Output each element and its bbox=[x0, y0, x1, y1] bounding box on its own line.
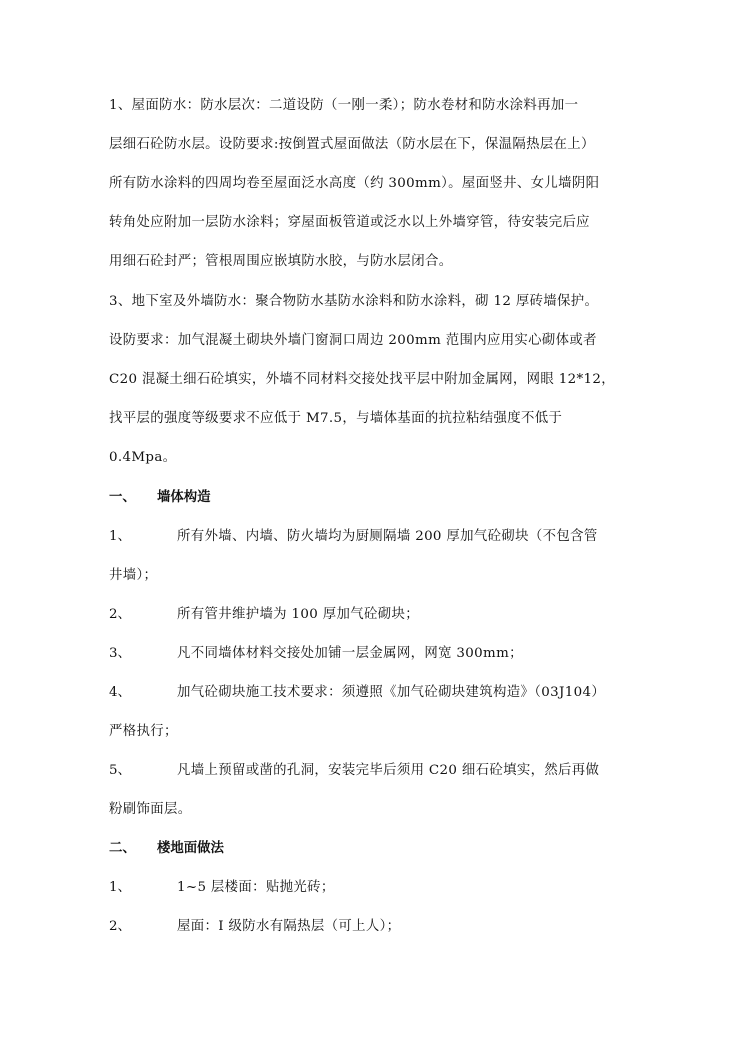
section1-item-1-cont: 井墙）； bbox=[109, 568, 158, 583]
para3-line-1: 3、地下室及外墙防水：聚合物防水基防水涂料和防水涂料，砌 12 厚砖墙保护。 bbox=[109, 294, 599, 309]
para3-line-2: 设防要求：加气混凝土砌块外墙门窗洞口周边 200mm 范围内应用实心砌体或者 bbox=[109, 333, 597, 348]
para3-line-5: 0.4Mpa。 bbox=[109, 450, 177, 465]
section1-item-3-num: 3、 bbox=[109, 646, 131, 661]
section1-item-4-cont: 严格执行； bbox=[109, 724, 178, 739]
para1-line-4: 转角处应附加一层防水涂料；穿屋面板管道或泛水以上外墙穿管，待安装完后应 bbox=[109, 215, 590, 230]
section1-item-1-num: 1、 bbox=[109, 529, 131, 544]
section2-item-2-text: 屋面：I 级防水有隔热层（可上人）； bbox=[177, 919, 401, 934]
section1-number: 一、 bbox=[109, 490, 136, 505]
section1-item-4-num: 4、 bbox=[109, 685, 131, 700]
section1-item-2-text: 所有管井维护墙为 100 厚加气砼砌块； bbox=[177, 607, 419, 622]
section1-item-1-text: 所有外墙、内墙、防火墙均为厨厕隔墙 200 厚加气砼砌块（不包含管 bbox=[177, 529, 598, 544]
section1-item-2-num: 2、 bbox=[109, 607, 131, 622]
section1-item-3-text: 凡不同墙体材料交接处加铺一层金属网，网宽 300mm； bbox=[177, 646, 523, 661]
section1-title: 墙体构造 bbox=[157, 490, 211, 505]
section2-title: 楼地面做法 bbox=[157, 841, 224, 856]
para3-line-4: 找平层的强度等级要求不应低于 M7.5，与墙体基面的抗拉粘结强度不低于 bbox=[109, 411, 563, 426]
section2-item-2-num: 2、 bbox=[109, 919, 131, 934]
section1-item-4-text: 加气砼砌块施工技术要求：须遵照《加气砼砌块建筑构造》（03J104） bbox=[177, 685, 606, 700]
para1-line-2: 层细石砼防水层。设防要求:按倒置式屋面做法（防水层在下，保温隔热层在上） bbox=[109, 137, 595, 152]
section2-item-1-text: 1~5 层楼面：贴抛光砖； bbox=[177, 880, 335, 895]
para1-line-5: 用细石砼封严；管根周围应嵌填防水胶，与防水层闭合。 bbox=[109, 254, 453, 269]
section1-item-5-num: 5、 bbox=[109, 763, 131, 778]
para1-line-1: 1、屋面防水：防水层次：二道设防（一刚一柔）；防水卷材和防水涂料再加一 bbox=[109, 98, 579, 113]
section2-number: 二、 bbox=[109, 841, 136, 856]
para3-line-3: C20 混凝土细石砼填实，外墙不同材料交接处找平层中附加金属网，网眼 12*12， bbox=[109, 372, 616, 387]
para1-line-3: 所有防水涂料的四周均卷至屋面泛水高度（约 300mm）。屋面竖井、女儿墙阴阳 bbox=[109, 176, 600, 191]
section1-item-5-cont: 粉刷饰面层。 bbox=[109, 802, 192, 817]
section2-item-1-num: 1、 bbox=[109, 880, 131, 895]
section1-item-5-text: 凡墙上预留或凿的孔洞，安装完毕后须用 C20 细石砼填实，然后再做 bbox=[177, 763, 600, 778]
